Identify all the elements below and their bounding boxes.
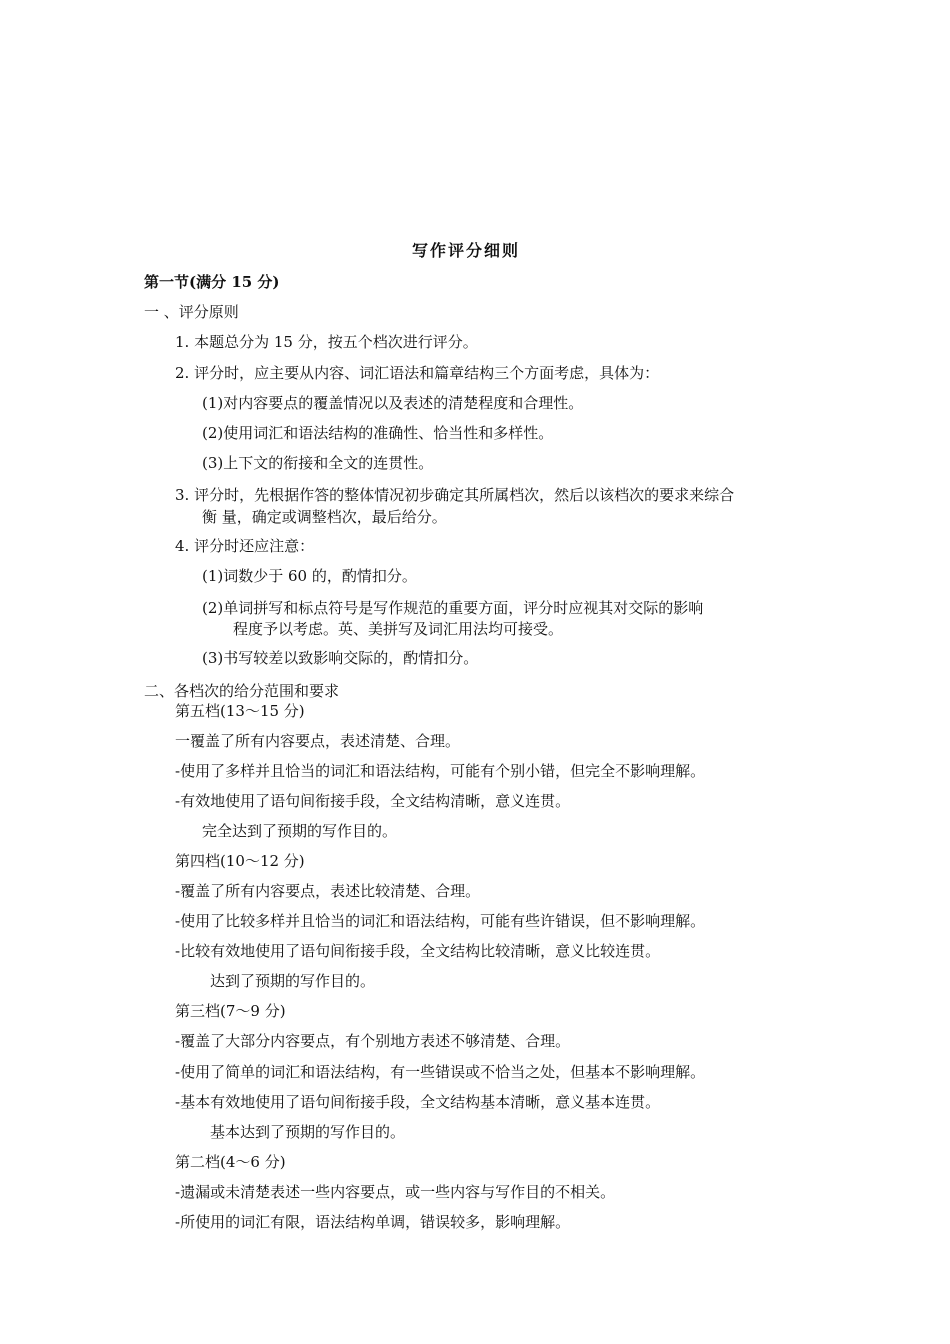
grades-heading: 二、各档次的给分范围和要求	[144, 682, 340, 700]
grade-4-label: 第四档(10～12 分)	[175, 852, 305, 870]
principles-heading: 一 、评分原则	[144, 303, 239, 321]
grade-5-req-3: -有效地使用了语句间衔接手段，全文结构清晰，意义连贯。	[175, 792, 571, 810]
grade-4-req-1: -覆盖了所有内容要点，表述比较清楚、合理。	[175, 882, 481, 900]
principle-item-2-sub-3: (3)上下文的衔接和全文的连贯性。	[202, 454, 434, 472]
grade-3-req-1: -覆盖了大部分内容要点，有个别地方表述不够清楚、合理。	[175, 1032, 571, 1050]
grade-4-goal: 达到了预期的写作目的。	[210, 972, 376, 990]
grade-5-label: 第五档(13～15 分)	[175, 702, 305, 720]
grade-3-req-2: -使用了简单的词汇和语法结构，有一些错误或不恰当之处，但基本不影响理解。	[175, 1063, 706, 1081]
principle-item-4-sub-3: (3)书写较差以致影响交际的，酌情扣分。	[202, 649, 479, 667]
principle-item-4-sub-1: (1)词数少于 60 的，酌情扣分。	[202, 567, 417, 585]
page-title: 写作评分细则	[412, 241, 521, 260]
grade-2-req-1: -遗漏或未清楚表述一些内容要点，或一些内容与写作目的不相关。	[175, 1183, 616, 1201]
section-heading: 第一节(满分 15 分)	[144, 273, 280, 291]
principle-item-4: 4. 评分时还应注意：	[175, 537, 315, 555]
grade-2-label: 第二档(4～6 分)	[175, 1153, 286, 1171]
principle-item-3-line-1: 3. 评分时，先根据作答的整体情况初步确定其所属档次，然后以该档次的要求来综合	[175, 486, 735, 504]
principle-item-4-sub-2-line-2: 程度予以考虑。英、美拼写及词汇用法均可接受。	[233, 620, 564, 638]
principle-item-1: 1. 本题总分为 15 分，按五个档次进行评分。	[175, 333, 478, 351]
grade-5-req-2: -使用了多样并且恰当的词汇和语法结构，可能有个别小错，但完全不影响理解。	[175, 762, 706, 780]
grade-3-req-3: -基本有效地使用了语句间衔接手段，全文结构基本清晰，意义基本连贯。	[175, 1093, 661, 1111]
principle-item-3-line-2: 衡 量，确定或调整档次，最后给分。	[202, 508, 447, 526]
grade-5-goal: 完全达到了预期的写作目的。	[202, 822, 398, 840]
principle-item-2-sub-1: (1)对内容要点的覆盖情况以及表述的清楚程度和合理性。	[202, 394, 584, 412]
grade-4-req-2: -使用了比较多样并且恰当的词汇和语法结构，可能有些许错误，但不影响理解。	[175, 912, 706, 930]
grade-3-goal: 基本达到了预期的写作目的。	[210, 1123, 406, 1141]
grade-3-label: 第三档(7～9 分)	[175, 1002, 286, 1020]
principle-item-2-sub-2: (2)使用词汇和语法结构的准确性、恰当性和多样性。	[202, 424, 554, 442]
grade-4-req-3: -比较有效地使用了语句间衔接手段，全文结构比较清晰，意义比较连贯。	[175, 942, 661, 960]
grade-2-req-2: -所使用的词汇有限，语法结构单调，错误较多，影响理解。	[175, 1213, 571, 1231]
principle-item-4-sub-2-line-1: (2)单词拼写和标点符号是写作规范的重要方面，评分时应视其对交际的影响	[202, 599, 704, 617]
principle-item-2: 2. 评分时，应主要从内容、词汇语法和篇章结构三个方面考虑，具体为：	[175, 364, 660, 382]
grade-5-req-1: 一覆盖了所有内容要点，表述清楚、合理。	[175, 732, 461, 750]
